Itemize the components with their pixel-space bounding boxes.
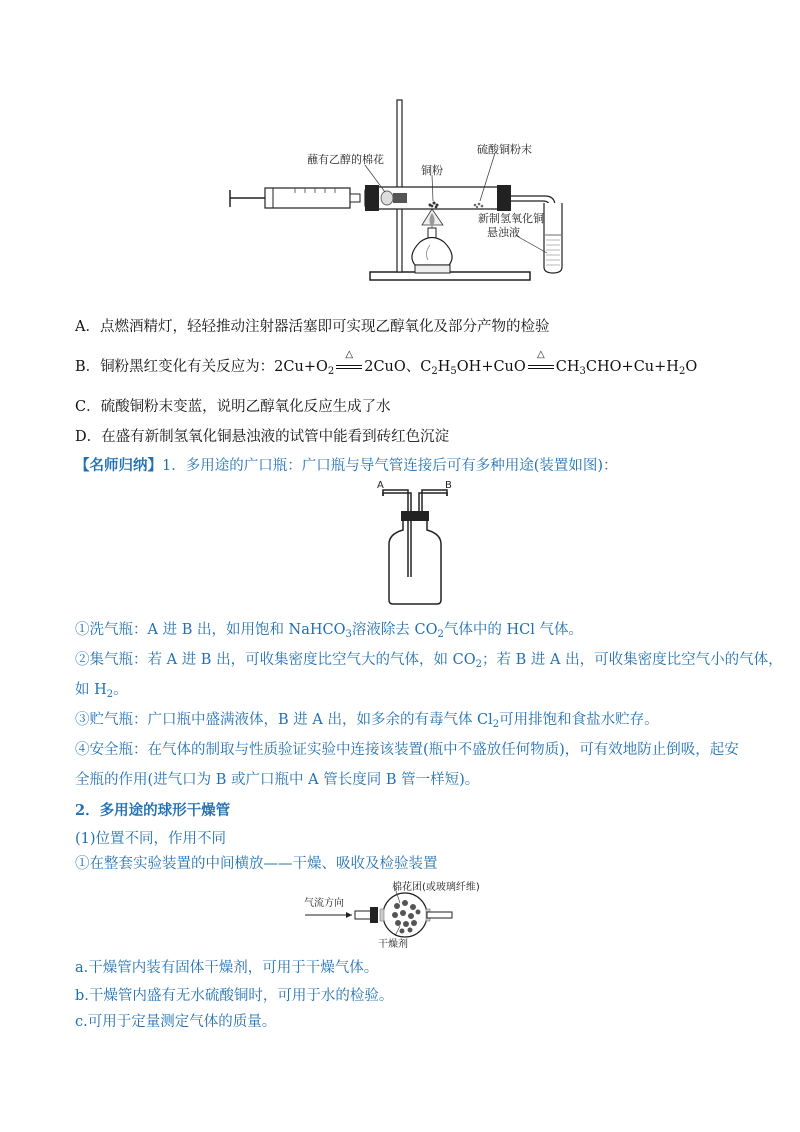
use-3: ③贮气瓶：广口瓶中盛满液体，B 进 A 出，如多余的有毒气体 $Cl_2$可用排饱和食盐水贮存。 [75, 712, 659, 730]
point-b: b.干燥管内盛有无水硫酸铜时，可用于水的检验。 [75, 988, 394, 1004]
label-cotton-glass: 棉花团(或玻璃纤维) [392, 882, 480, 893]
label-cuoh2-1: 新制氢氧化铜 [478, 212, 544, 225]
label-flow: 气流方向 [304, 898, 344, 909]
drying-tube-figure [300, 878, 520, 948]
use-4: ④安全瓶：在气体的制取与性质验证实验中连接该装置(瓶中不盛放任何物质)，可有效地防止倒吸，起安 [75, 742, 739, 758]
label-copper: 铜粉 [421, 164, 443, 177]
apparatus-drawing [225, 95, 585, 295]
summary-text: 1．多用途的广口瓶：广口瓶与导气管连接后可有多种用途(装置如图)： [162, 458, 618, 474]
point-c: c.可用于定量测定气体的质量。 [75, 1014, 277, 1030]
label-cotton: 蘸有乙醇的棉花 [307, 153, 384, 166]
label-desiccant: 干燥剂 [378, 939, 408, 950]
option-b-prefix: B．铜粉黑红变化有关反应为： [75, 359, 275, 375]
use-2-cont: 如 $H_2$。 [75, 682, 128, 700]
heat-equals-1: △ [334, 357, 364, 377]
heat-equals-2: △ [526, 357, 556, 377]
label-cuoh2-2: 悬浊液 [487, 226, 520, 239]
option-d: D．在盛有新制氢氧化铜悬浊液的试管中能看到砖红色沉淀 [75, 429, 450, 445]
use-1: ①洗气瓶：A 进 B 出，如用饱和 NaHCO$_3$溶液除去 $CO_2$气体中的 HCl 气体。 [75, 622, 583, 640]
apparatus-figure [225, 95, 585, 295]
use-4-cont: 全瓶的作用(进气口为 B 或广口瓶中 A 管长度同 B 管一样短)。 [75, 772, 480, 788]
section2-sub1: (1)位置不同，作用不同 [75, 831, 227, 847]
section2-sub2: ①在整套实验装置的中间横放——干燥、吸收及检验装置 [75, 856, 438, 872]
point-a: a.干燥管内装有固体干燥剂，可用于干燥气体。 [75, 960, 379, 976]
use-2: ②集气瓶：若 A 进 B 出，可收集密度比空气大的气体，如 $CO_2$；若 B 进 A 出，可收集密度比空气小的气体， [75, 652, 783, 670]
bottle-label-b: B [445, 480, 452, 491]
option-a: A．点燃酒精灯，轻轻推动注射器活塞即可实现乙醇氧化及部分产物的检验 [75, 319, 550, 335]
summary-line [75, 456, 618, 476]
option-b: B．铜粉黑红变化有关反应为：$2Cu+O_2$ △ 2CuO、$C_2H_5OH+CuO$ △ $CH_3CHO+Cu+H_2O$ [75, 349, 698, 377]
bottle-figure [375, 482, 455, 607]
summary-bracket: 【名师归纳】 [75, 457, 162, 474]
option-c: C．硫酸铜粉末变蓝，说明乙醇氧化反应生成了水 [75, 399, 391, 415]
section2-title: 2．多用途的球形干燥管 [75, 802, 231, 819]
bottle-label-a: A [377, 480, 384, 491]
bottle-drawing [375, 482, 455, 607]
label-cuso4: 硫酸铜粉末 [477, 143, 532, 156]
